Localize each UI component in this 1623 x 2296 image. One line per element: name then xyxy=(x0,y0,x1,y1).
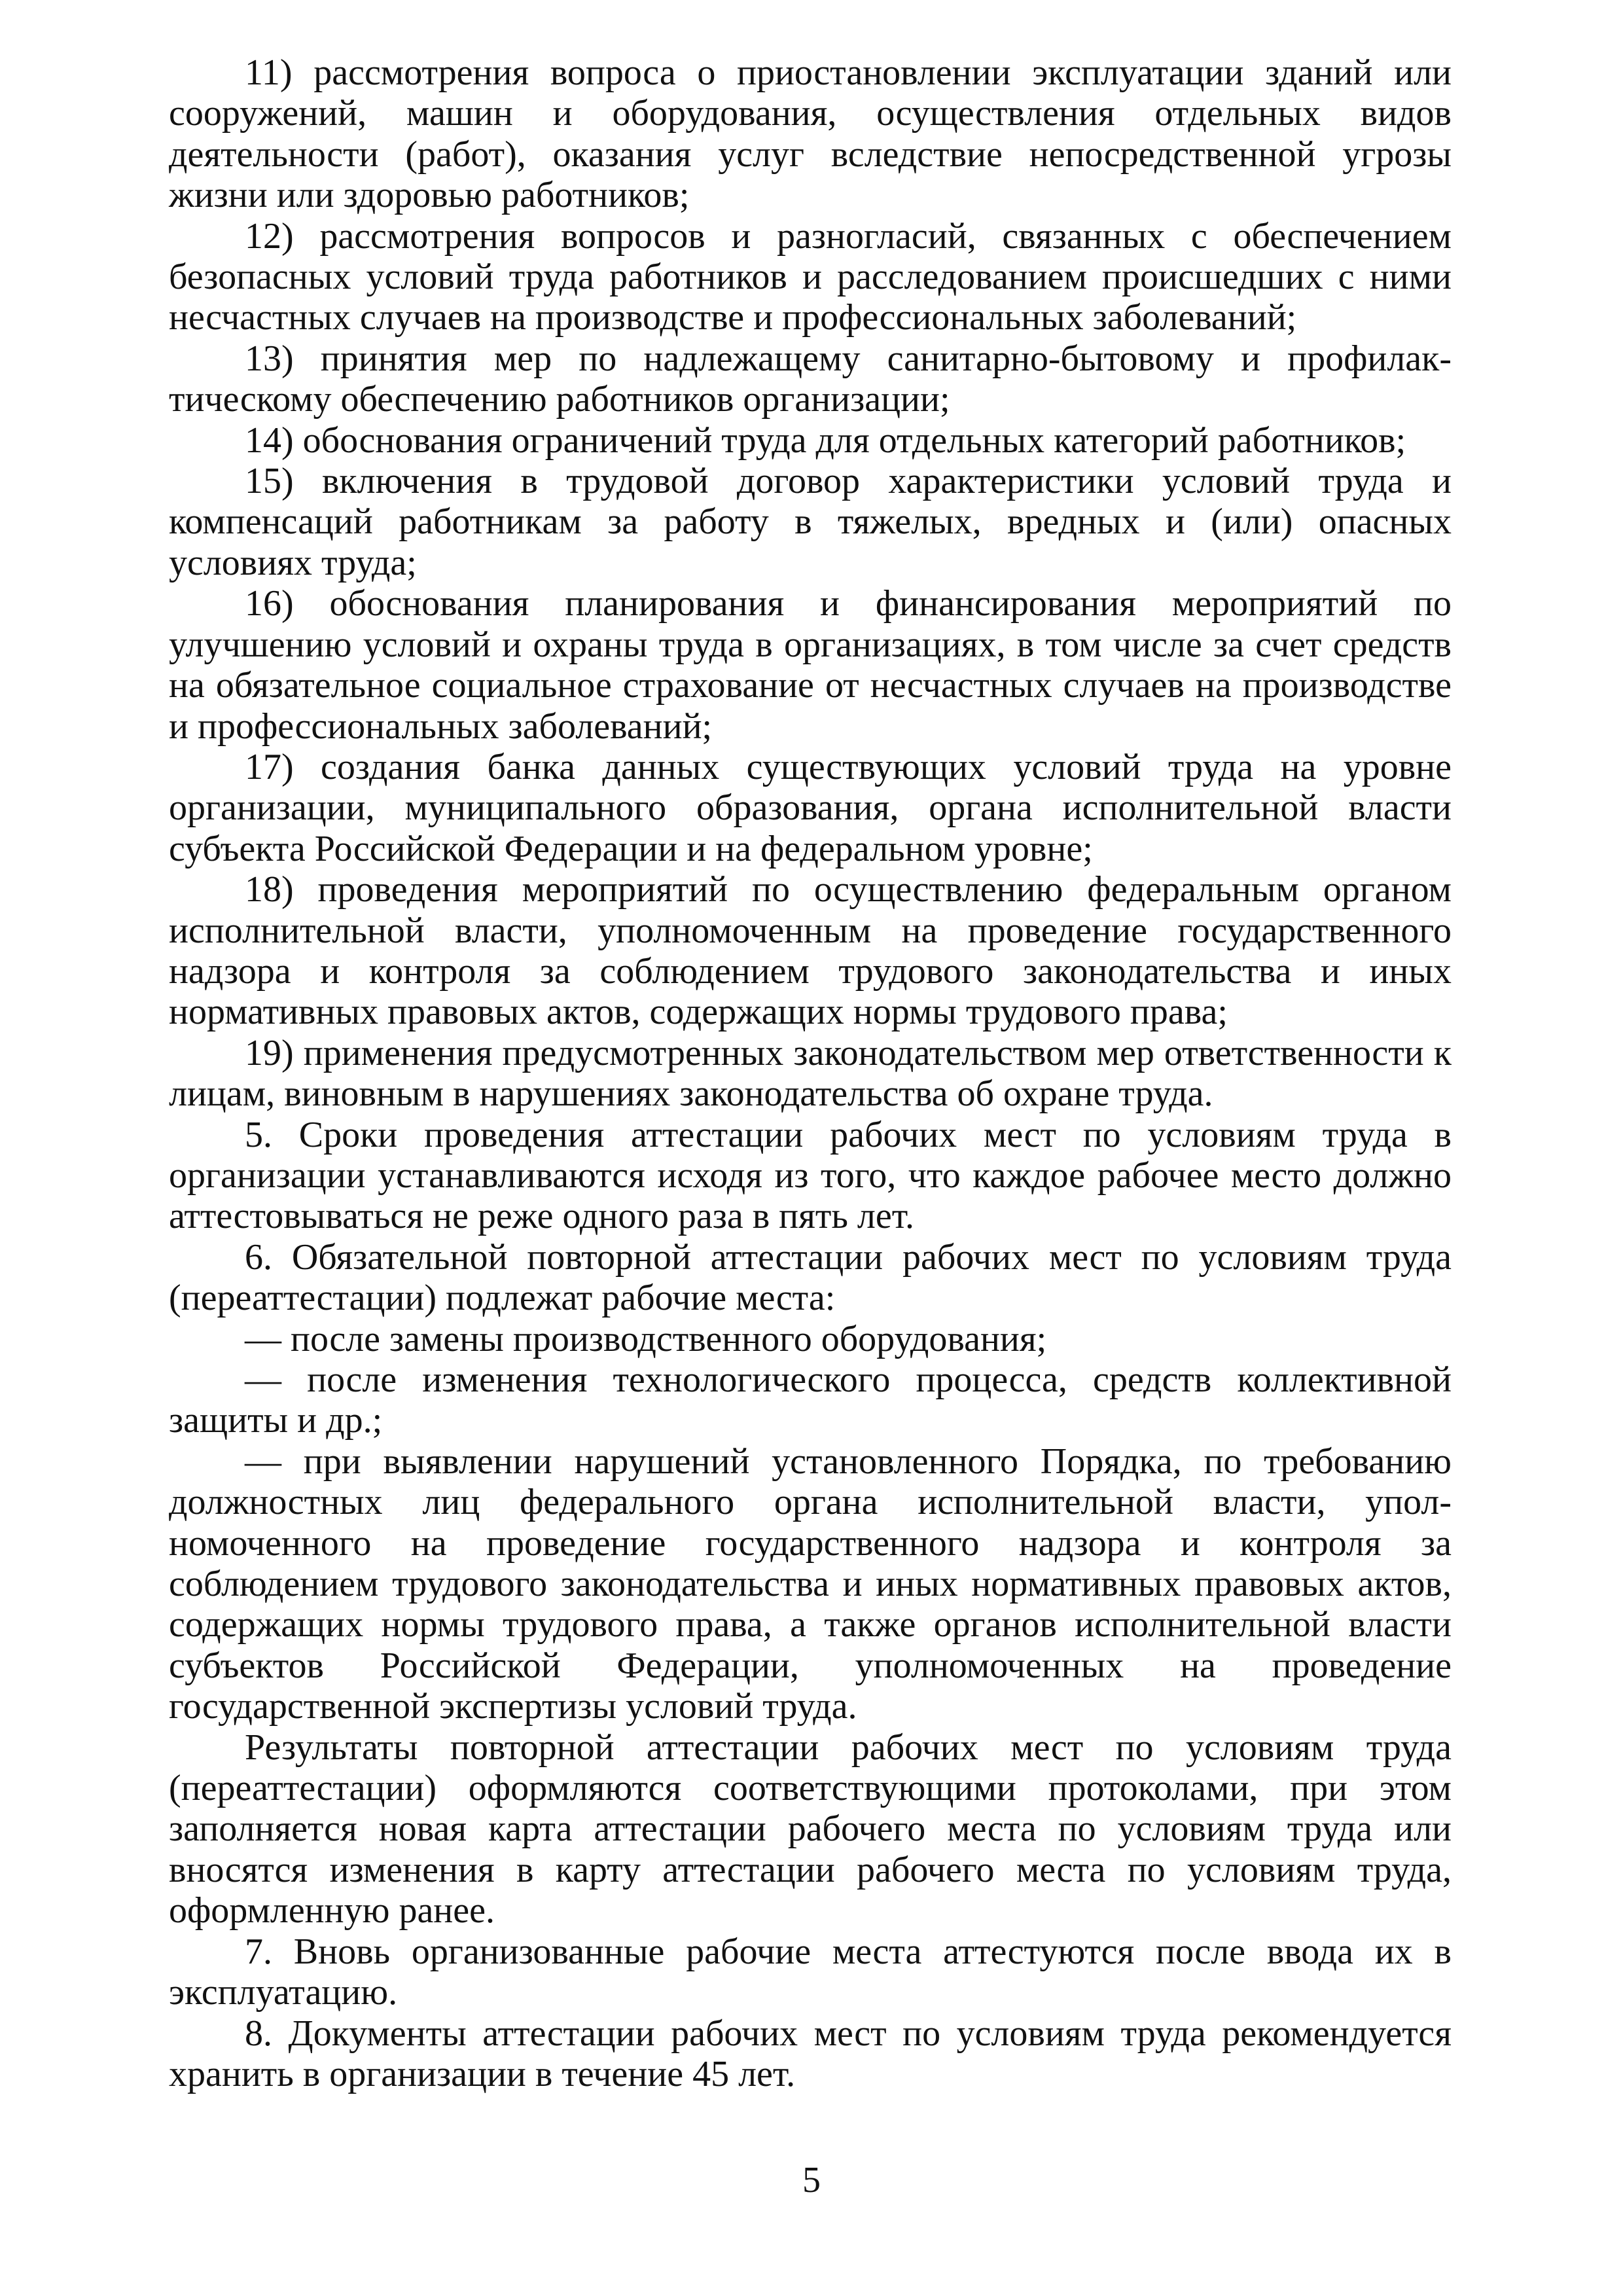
body-text xyxy=(169,52,1452,2094)
paragraph-item-19: 19) применения предусмотренных законодательством мер ответственности к лицам, виновным в нарушениях законодательства об охране труда. xyxy=(169,1032,1452,1115)
paragraph-item-16: 16) обоснования планирования и финансирования мероприятий по улучшению условий и охраны труда в организациях, в том числе за счет средств на обязательное социальное страхование от несчастных случаев на производстве и профессиональных заболеваний; xyxy=(169,583,1452,747)
bullet-item: — после изменения технологического процесса, средств коллективной защиты и др.; xyxy=(169,1359,1452,1441)
bullet-item: — при выявлении нарушений установленного Порядка, по требованию должностных лиц федерального органа исполнительной власти, уполномоченного на проведение государственного надзора и контроля за соблюдением трудового законодательства и иных нормативных правовых актов, содержащих нормы трудового права, а также органов исполнительной власти субъектов Российской Федерации, уполномоченных на проведение государственной экспертизы условий труда. xyxy=(169,1441,1452,1727)
paragraph-item-13: 13) принятия мер по надлежащему санитарно-бытовому и профилактическому обеспечению работников организации; xyxy=(169,338,1452,420)
section-5: 5. Сроки проведения аттестации рабочих мест по условиям труда в организации устанавливаются исходя из того, что каждое рабочее место должно аттестовываться не реже одного раза в пять лет. xyxy=(169,1114,1452,1237)
paragraph-item-17: 17) создания банка данных существующих условий труда на уровне организации, муниципального образования, органа исполнительной власти субъекта Российской Федерации и на федеральном уровне; xyxy=(169,746,1452,869)
paragraph-item-11: 11) рассмотрения вопроса о приостановлении эксплуатации зданий или сооружений, машин и оборудования, осуществления отдельных видов деятельности (работ), оказания услуг вследствие непосредственной угрозы жизни или здоровью работников; xyxy=(169,52,1452,216)
section-8: 8. Документы аттестации рабочих мест по условиям труда рекомендуется хранить в организации в течение 45 лет. xyxy=(169,2013,1452,2094)
section-7: 7. Вновь организованные рабочие места аттестуются после ввода их в эксплуатацию. xyxy=(169,1931,1452,2013)
paragraph-item-14: 14) обоснования ограничений труда для отдельных категорий работников; xyxy=(245,420,1406,461)
section-6: 6. Обязательной повторной аттестации рабочих мест по условиям труда (переаттестации) подлежат рабочие места: xyxy=(169,1236,1452,1319)
paragraph-item-18: 18) проведения мероприятий по осуществлению федеральным органом исполнительной власти, уполномоченным на проведение государственного надзора и контроля за соблюдением трудового законодательства и иных нормативных правовых актов, содержащих нормы трудового права; xyxy=(169,869,1452,1033)
results-paragraph: Результаты повторной аттестации рабочих мест по условиям труда (переаттестации) оформляются соответствующими протоколами, при этом заполняется новая карта аттестации рабочего места по условиям труда или вносятся изменения в карту аттестации рабочего места по условиям труда, оформленную ранее. xyxy=(169,1727,1452,1931)
paragraph-item-15: 15) включения в трудовой договор характеристики условий труда и компенсаций работникам за работу в тяжелых, вредных и (или) опасных условиях труда; xyxy=(169,461,1452,583)
paragraph-item-12: 12) рассмотрения вопросов и разногласий, связанных с обеспечением безопасных условий труда работников и расследованием происшедших с ними несчастных случаев на производстве и профессиональных заболеваний; xyxy=(169,215,1452,338)
page-number: 5 xyxy=(802,2160,821,2200)
bullet-item: — после замены производственного оборудования; xyxy=(245,1318,1047,1359)
